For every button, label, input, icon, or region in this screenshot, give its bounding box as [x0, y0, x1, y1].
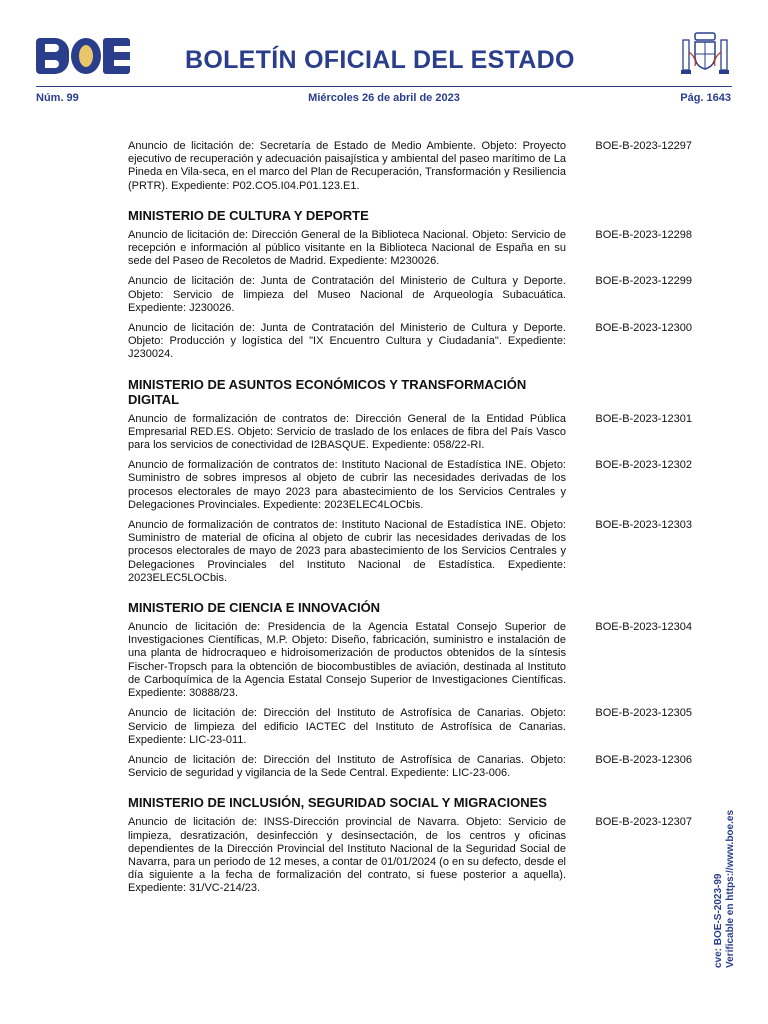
announcement-reference[interactable]: BOE-B-2023-12301	[595, 412, 692, 425]
announcement-text: Anuncio de licitación de: INSS-Dirección provincial de Navarra. Objeto: Servicio de limpieza, desratización, desinfección y desinsectación, de los centros y oficinas dependientes de la Dirección Provincial del Instituto Nacional de la Seguridad Social de Navarra, para un periodo de 12 meses, a contar de 01/01/2024 (o en su defecto, desde el día siguiente a la fecha de formalización del contrato, si fuese posterior a aquella). Expediente: 31/VC-214/23.	[128, 816, 566, 895]
ministry-heading: MINISTERIO DE INCLUSIÓN, SEGURIDAD SOCIAL Y MIGRACIONES	[128, 795, 547, 811]
boe-logo	[36, 38, 130, 74]
page-number: Pág. 1643	[680, 92, 731, 104]
announcement-text: Anuncio de licitación de: Dirección del Instituto de Astrofísica de Canarias. Objeto: Servicio de limpieza del edificio IACTEC del Instituto de Astrofísica de Canarias. Expediente: LIC-23-011.	[128, 707, 566, 746]
ministry-heading: MINISTERIO DE ASUNTOS ECONÓMICOS Y TRANSFORMACIÓN DIGITAL	[128, 376, 527, 407]
announcement-reference[interactable]: BOE-B-2023-12297	[595, 140, 692, 152]
announcement-reference[interactable]: BOE-B-2023-12305	[595, 707, 692, 720]
announcement-entry	[128, 459, 692, 512]
announcement-text: Anuncio de licitación de: Secretaría de Estado de Medio Ambiente. Objeto: Proyecto ejecutivo de recuperación y adecuación paisajística y ambiental del paseo marítimo de La Pineda en Vila-seca, en el marco del Plan de Recuperación, Transformación y Resiliencia (PRTR). Expediente: P02.CO5.I04.P01.123.E1.	[128, 140, 566, 192]
page-title: BOLETÍN OFICIAL DEL ESTADO	[185, 46, 575, 74]
announcement-entry	[128, 816, 692, 895]
announcement-text: Anuncio de licitación de: Junta de Contratación del Ministerio de Cultura y Deporte. Objeto: Producción y logística del "IX Encuentro Cultura y Ciudadanía". Expediente: J230024.	[128, 322, 566, 361]
announcement-entry	[128, 229, 692, 269]
cve-code: cve: BOE-S-2023-99	[713, 873, 724, 968]
announcement-entry	[128, 140, 692, 193]
announcement-reference[interactable]: BOE-B-2023-12302	[595, 459, 692, 472]
announcement-reference[interactable]: BOE-B-2023-12303	[595, 519, 692, 532]
issue-date: Miércoles 26 de abril de 2023	[308, 92, 460, 104]
announcement-text: Anuncio de licitación de: Presidencia de la Agencia Estatal Consejo Superior de Investigaciones Científicas, M.P. Objeto: Diseño, fabricación, suministro e instalación de una planta de hidrocraqueo e hidroisomerización de productos obtenidos de la síntesis Fischer-Tropsch para la obtención de biocombustibles de aviación, destinada al Instituto de Carboquímica de la Agencia Estatal Consejo Superior de Investigaciones Científicas. Expediente: 30888/23.	[128, 621, 566, 700]
announcement-reference[interactable]: BOE-B-2023-12300	[595, 322, 692, 335]
verification-sidebar	[713, 810, 737, 968]
announcement-text: Anuncio de licitación de: Dirección General de la Biblioteca Nacional. Objeto: Servicio de recepción e información al público visitante en la Biblioteca Nacional de España en su sede del Paseo de Recoletos de Madrid. Expediente: M230026.	[128, 228, 566, 268]
announcement-entry	[128, 413, 692, 453]
announcement-reference[interactable]: BOE-B-2023-12298	[595, 228, 692, 241]
announcement-reference[interactable]: BOE-B-2023-12307	[595, 816, 692, 829]
ministry-heading: MINISTERIO DE CIENCIA E INNOVACIÓN	[128, 600, 381, 616]
announcement-text: Anuncio de formalización de contratos de: Dirección General de la Entidad Pública Empresarial RED.ES. Objeto: Servicio de traslado de los enlaces de fibra del País Vasco para los servicios de conectividad de I2BASQUE. Expediente: 058/22-RI.	[128, 412, 566, 452]
announcement-text: Anuncio de licitación de: Dirección del Instituto de Astrofísica de Canarias. Objeto: Servicio de seguridad y vigilancia de la Sede Central. Expediente: LIC-23-006.	[128, 753, 566, 780]
announcement-list	[128, 140, 692, 903]
issue-number: Núm. 99	[36, 92, 79, 104]
announcement-entry	[128, 754, 692, 780]
ministry-heading: MINISTERIO DE CULTURA Y DEPORTE	[128, 207, 369, 223]
announcement-reference[interactable]: BOE-B-2023-12299	[595, 275, 692, 288]
announcement-text: Anuncio de licitación de: Junta de Contratación del Ministerio de Cultura y Deporte. Objeto: Servicio de limpieza del Museo Nacional de Arqueología Subacuática. Expediente: J230026.	[128, 275, 566, 314]
announcement-entry	[128, 707, 692, 747]
announcement-entry	[128, 519, 692, 585]
verification-url[interactable]: Verificable en https://www.boe.es	[725, 809, 736, 968]
announcement-reference[interactable]: BOE-B-2023-12304	[595, 621, 692, 634]
coat-of-arms-icon	[680, 30, 730, 78]
announcement-text: Anuncio de formalización de contratos de: Instituto Nacional de Estadística INE. Objeto: Suministro de sobres impresos al objeto de cubrir las necesidades derivadas de los procesos electorales de mayo 2023 para abastecimiento de los Servicios Centrales y Delegaciones Provinciales. Expediente: 2023ELEC4LOCbis.	[128, 459, 566, 511]
announcement-entry	[128, 322, 692, 362]
announcement-entry	[128, 621, 692, 700]
announcement-text: Anuncio de formalización de contratos de: Instituto Nacional de Estadística INE. Objeto: Suministro de material de oficina al objeto de cubrir las necesidades derivadas de los procesos electorales de mayo de 2023 para abastecimiento de los Servicios Centrales y Delegaciones Provinciales del Instituto Nacional de Estadística. Expediente: 2023ELEC5LOCbis.	[128, 519, 566, 584]
header-divider	[36, 86, 732, 87]
announcement-entry	[128, 275, 692, 315]
announcement-reference[interactable]: BOE-B-2023-12306	[595, 753, 692, 766]
